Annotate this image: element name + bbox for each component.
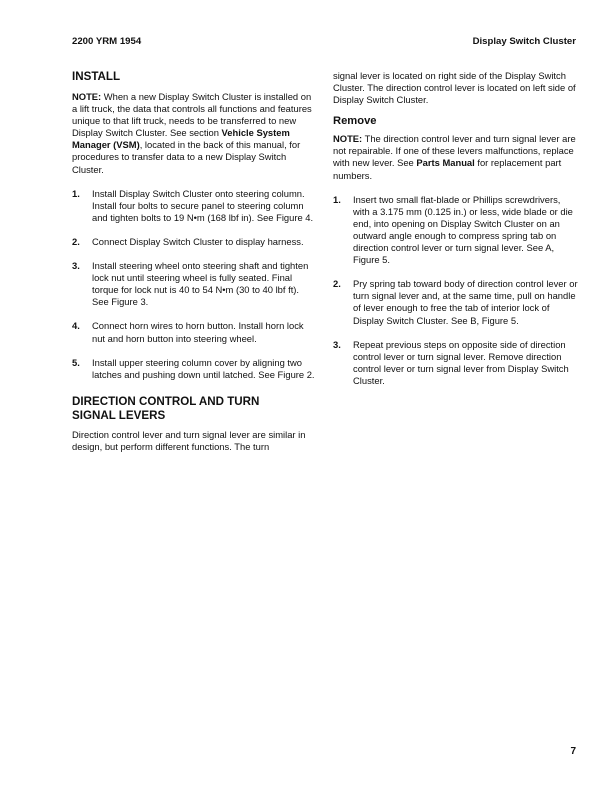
header-section-title: Display Switch Cluster bbox=[472, 36, 576, 47]
install-step bbox=[72, 188, 318, 224]
remove-note-text-1: The direction control lever and turn signal lever are not repairable. If one of these levers malfunctions, replace with new lever. See bbox=[333, 133, 576, 169]
direction-heading-line-2: SIGNAL LEVERS bbox=[72, 408, 166, 422]
remove-step-text: Pry spring tab toward body of direction control lever or turn signal lever and, at the same time, pull on handle of lever enough to free the tab of interior lock of Display Switch Cluster. See B, Figure 5. bbox=[353, 278, 578, 326]
install-step-number: 3. bbox=[72, 260, 80, 272]
install-step-text: Install Display Switch Cluster onto steering column. Install four bolts to secure panel to steering column and tighten bolts to 19 N•m (168 lbf in). See Figure 4. bbox=[92, 187, 314, 223]
header-doc-id: 2200 YRM 1954 bbox=[72, 36, 142, 47]
right-column bbox=[333, 70, 578, 387]
install-step-number: 1. bbox=[72, 187, 80, 199]
page-number: 7 bbox=[570, 746, 576, 757]
direction-intro-continued: signal lever is located on right side of the Display Switch Cluster. The direction control lever is located on left side of Display Switch Cluster. bbox=[333, 70, 576, 106]
install-step-text: Connect horn wires to horn button. Install horn lock nut and horn button into steering wheel. bbox=[92, 320, 304, 344]
install-step-number: 4. bbox=[72, 320, 80, 332]
remove-step bbox=[333, 339, 578, 387]
remove-note-text-2: for replacement part numbers. bbox=[333, 157, 562, 181]
install-step bbox=[72, 320, 318, 344]
left-column bbox=[72, 70, 318, 453]
remove-note-parts-manual-ref: Parts Manual bbox=[416, 157, 475, 169]
remove-step-text: Insert two small flat-blade or Phillips screwdrivers, with a 3.175 mm (0.125 in.) or less, wide blade or die end, into opening on Display Switch Cluster on an outward angle enough to compress spring tab on direction control lever or turn signal lever. See A, Figure 5. bbox=[353, 193, 573, 266]
install-note-text-2: , located in the back of this manual, for procedures to transfer data to a new Display Switch Cluster. bbox=[72, 139, 301, 175]
remove-step-number: 1. bbox=[333, 193, 341, 205]
remove-steps bbox=[333, 194, 578, 387]
remove-note-label: NOTE: bbox=[333, 133, 363, 145]
install-note-label: NOTE: bbox=[72, 91, 102, 102]
remove-heading: Remove bbox=[333, 115, 377, 128]
install-note-text-1: When a new Display Switch Cluster is installed on a lift truck, the data that controls all functions and features unique to that lift truck, needs to be transferred to new Display Switch Cluster. See section bbox=[72, 91, 312, 139]
install-step bbox=[72, 357, 318, 381]
install-step-text: Install steering wheel onto steering shaft and tighten lock nut until steering wheel is fully seated. Final torque for lock nut is 40 to 54 N•m (30 to 40 lbf ft). See Figure 3. bbox=[92, 260, 309, 308]
remove-note bbox=[333, 133, 578, 181]
install-step-number: 5. bbox=[72, 356, 80, 368]
install-step bbox=[72, 260, 318, 308]
install-step-number: 2. bbox=[72, 235, 80, 247]
direction-heading bbox=[72, 395, 318, 423]
install-note bbox=[72, 91, 318, 176]
direction-heading-line-1: DIRECTION CONTROL AND TURN bbox=[72, 394, 260, 408]
install-heading: INSTALL bbox=[72, 70, 121, 83]
install-step-text: Install upper steering column cover by aligning two latches and pushing down until latched. See Figure 2. bbox=[92, 356, 315, 380]
remove-step-number: 2. bbox=[333, 278, 341, 290]
install-step bbox=[72, 236, 318, 248]
direction-intro: Direction control lever and turn signal lever are similar in design, but perform different functions. The turn bbox=[72, 428, 306, 452]
install-steps bbox=[72, 188, 318, 381]
remove-step bbox=[333, 278, 578, 326]
install-step-text: Connect Display Switch Cluster to display harness. bbox=[92, 235, 304, 247]
remove-step-text: Repeat previous steps on opposite side of direction control lever or turn signal lever. Remove direction control lever or turn signal lever from Display Switch Cluster. bbox=[353, 338, 569, 386]
install-note-vsm-ref: Vehicle System Manager (VSM) bbox=[72, 127, 290, 151]
remove-step bbox=[333, 194, 578, 267]
remove-step-number: 3. bbox=[333, 338, 341, 350]
